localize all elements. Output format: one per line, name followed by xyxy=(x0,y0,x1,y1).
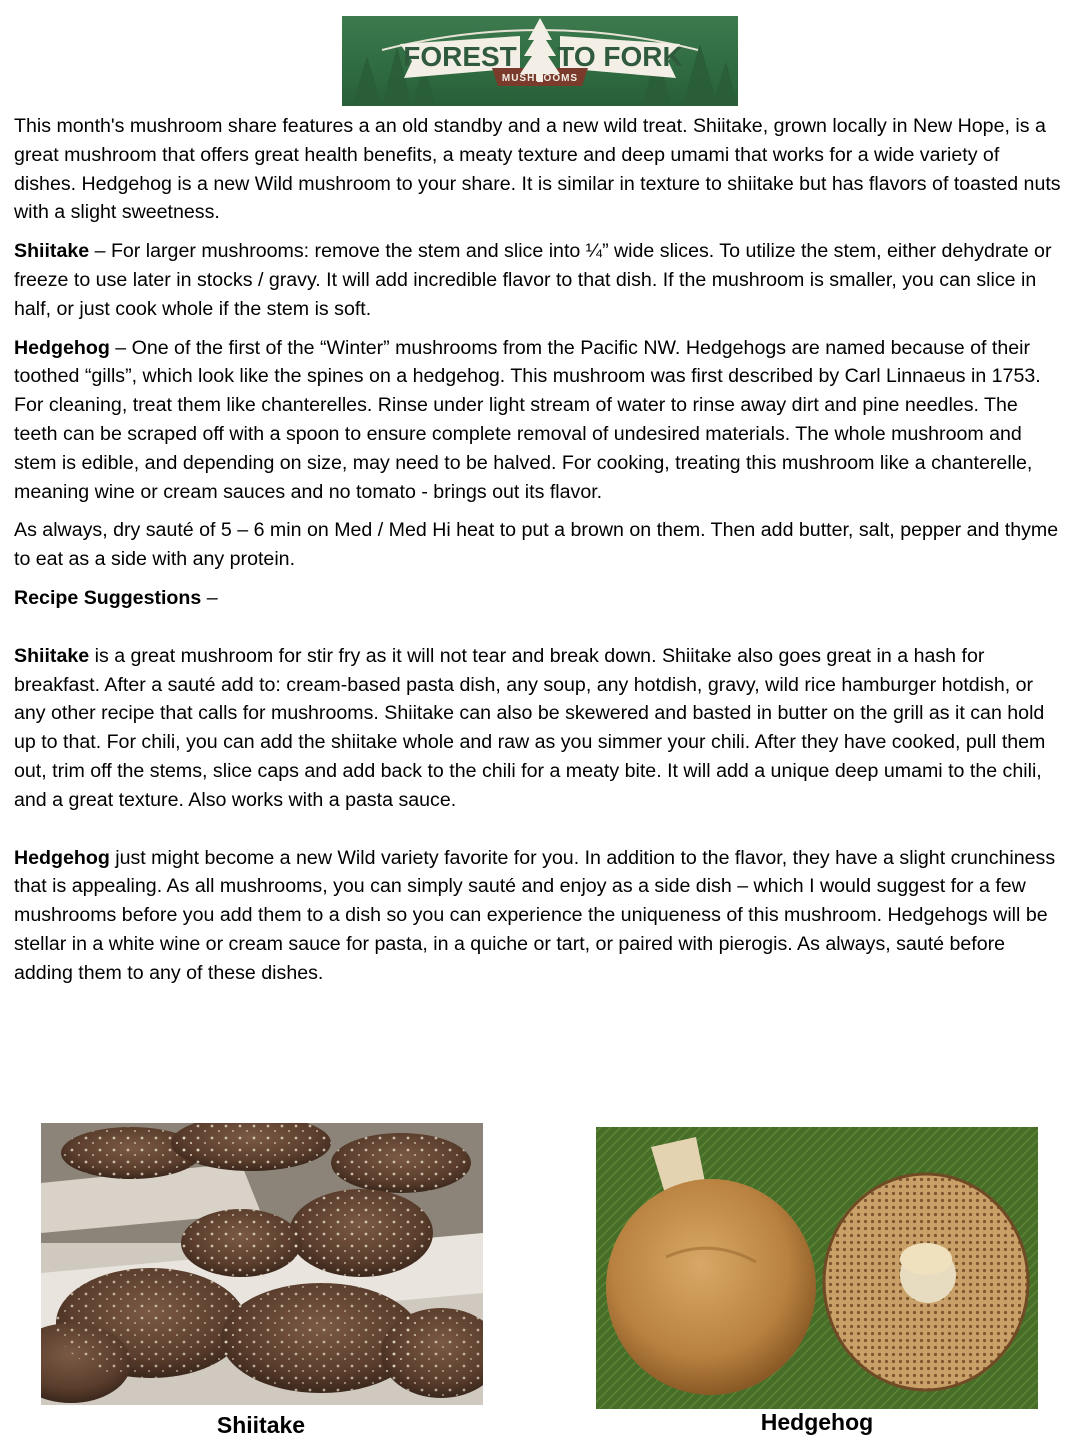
newsletter-body xyxy=(14,112,1066,988)
hedgehog-recipe-title: Hedgehog xyxy=(14,846,110,869)
shiitake-recipe-title: Shiitake xyxy=(14,644,90,667)
forest-to-fork-logo xyxy=(342,16,738,106)
shiitake-recipe-text: is a great mushroom for stir fry as it will not tear and break down. Shiitake also goes great in a hash for breakfast. After a sauté add to: cream-based pasta dish, any soup, any hotdish, gravy, wild rice hamburger hotdish, or any other recipe that calls for mushrooms. Shiitake can also be skewered and basted in butter on the grill as it can hold up to that. For chili, you can add the shiitake whole and raw as you simmer your chili. After they have cooked, pull them out, trim off the stems, slice caps and add back to the chili for a meaty bite. It will add a unique deep umami to the chili, and a great texture. Also works with a pasta sauce. xyxy=(14,644,1046,811)
shiitake-prep-title: Shiitake xyxy=(14,240,90,263)
recipe-heading-title: Recipe Suggestions xyxy=(14,586,202,609)
intro-paragraph: This month's mushroom share features a an old standby and a new wild treat. Shiitake, grown locally in New Hope, is a great mushroom that offers great health benefits, a meaty texture and deep umami that works for a wide variety of dishes. Hedgehog is a new Wild mushroom to your share. It is similar in texture to shiitake but has flavors of toasted nuts with a slight sweetness. xyxy=(14,115,1061,224)
always-paragraph: As always, dry sauté of 5 – 6 min on Med / Med Hi heat to put a brown on them. Then add butter, salt, pepper and thyme to eat as a side with any protein. xyxy=(14,519,1059,571)
logo-word-left: FOREST xyxy=(403,41,517,72)
hedgehog-caption: Hedgehog xyxy=(760,1409,874,1435)
shiitake-caption: Shiitake xyxy=(216,1412,306,1438)
shiitake-recipe-paragraph xyxy=(14,642,1066,815)
hedgehog-photo xyxy=(596,1127,1038,1409)
shiitake-photo xyxy=(41,1123,483,1405)
logo-word-right: TO FORK xyxy=(557,41,683,72)
hedgehog-prep-text: – One of the first of the “Winter” mushrooms from the Pacific NW. Hedgehogs are named because of their toothed “gills”, which look like the spines on a hedgehog. This mushroom was first described by Carl Linnaeus in 1753. For cleaning, treat them like chanterelles. Rinse under light stream of water to rinse away dirt and pine needles. The teeth can be scraped off with a spoon to ensure complete removal of undesired materials. The whole mushroom and stem is edible, and depending on size, may need to be halved. For cooking, treating this mushroom like a chanterelle, meaning wine or cream sauces and no tomato - brings out its flavor. xyxy=(14,336,1041,503)
recipe-heading xyxy=(14,584,1066,613)
shiitake-prep-paragraph xyxy=(14,237,1066,323)
hedgehog-recipe-paragraph xyxy=(14,844,1066,988)
hedgehog-prep-title: Hedgehog xyxy=(14,336,110,359)
recipe-heading-suffix: – xyxy=(201,586,218,609)
logo-text-layer xyxy=(342,16,738,106)
hedgehog-prep-paragraph xyxy=(14,334,1066,507)
hedgehog-recipe-text: just might become a new Wild variety favorite for you. In addition to the flavor, they have a slight crunchiness that is appealing. As all mushrooms, you can simply sauté and enjoy as a side dish – which I would suggest for a few mushrooms before you add them to a dish so you can experience the uniqueness of this mushroom. Hedgehogs will be stellar in a white wine or cream sauce for pasta, in a quiche or tart, or paired with pierogis. As always, sauté before adding them to any of these dishes. xyxy=(14,846,1056,984)
shiitake-prep-text: – For larger mushrooms: remove the stem and slice into ¼” wide slices. To utilize the stem, either dehydrate or freeze to use later in stocks / gravy. It will add incredible flavor to that dish. If the mushroom is smaller, you can slice in half, or just cook whole if the stem is soft. xyxy=(14,240,1052,320)
logo-sub: MUSHROOMS xyxy=(501,73,579,84)
